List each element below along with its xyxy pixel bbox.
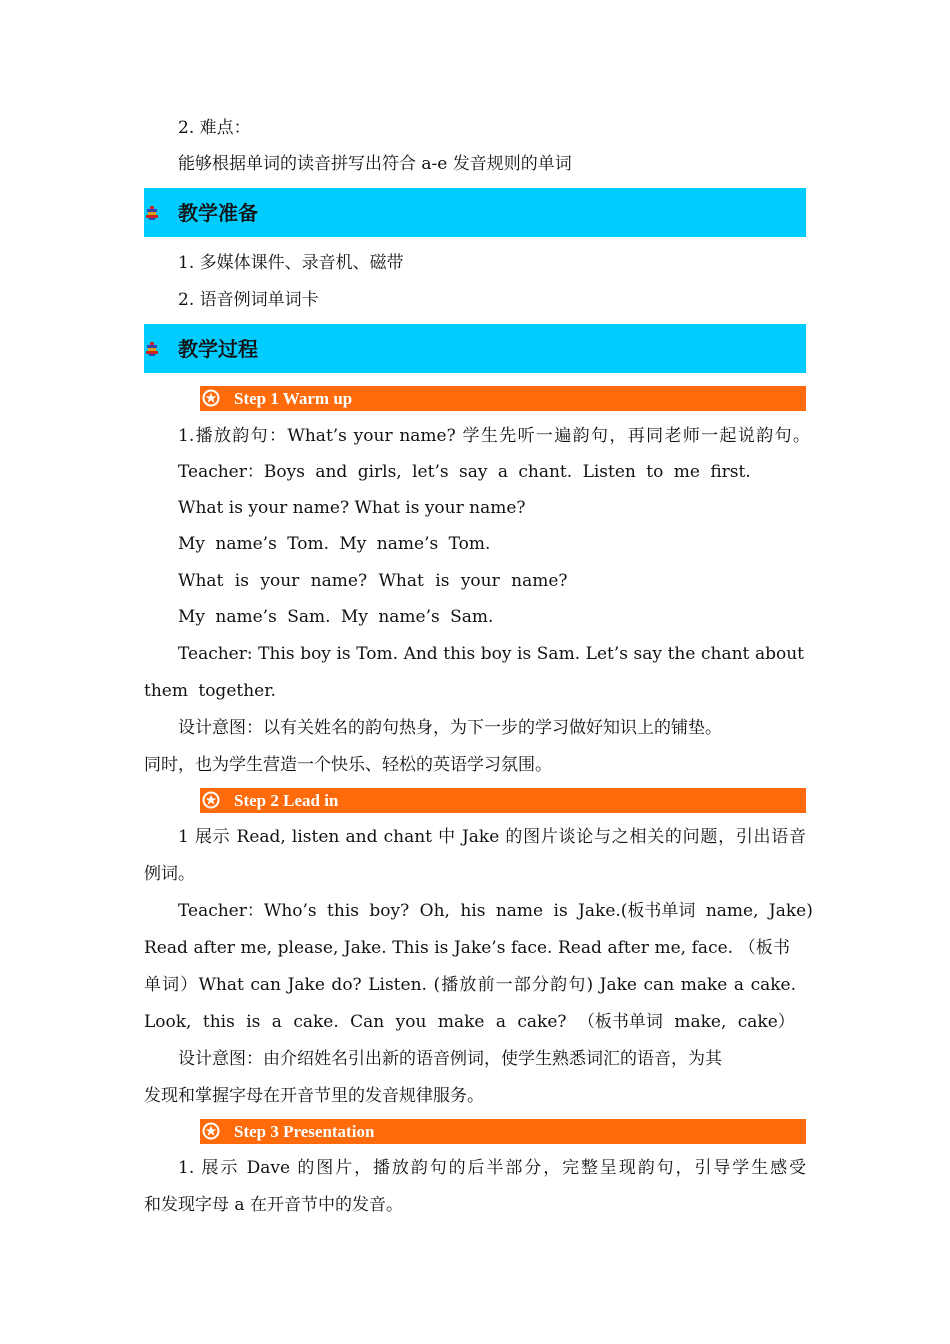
difficulty-heading: 2. 难点： <box>178 118 251 138</box>
step1-line-5: What is your name? What is your name? <box>178 571 568 591</box>
step2-line-3: Teacher：Who’s this boy? Oh, his name is Jake.(板书单词 name, Jake) <box>178 901 813 921</box>
step2-line-4: Read after me, please, Jake. This is Jake’s face. Read after me, face. （板书 <box>144 938 790 958</box>
step2-line-8: 发现和掌握字母在开音节里的发音规律服务。 <box>144 1086 484 1106</box>
step1-line-8: them together. <box>144 681 276 701</box>
step1-line-3: What is your name? What is your name? <box>178 498 526 518</box>
step3-line-1: 1. 展示 Dave 的图片，播放韵句的后半部分，完整呈现韵句，引导学生感受 <box>178 1158 806 1178</box>
step-title-2: Step 2 Lead in <box>234 791 339 810</box>
book-stack-icon <box>146 342 158 356</box>
section-bar-preparation <box>144 188 806 237</box>
step3-line-2: 和发现字母 a 在开音节中的发音。 <box>144 1195 403 1215</box>
step1-line-7: Teacher: This boy is Tom. And this boy is Sam. Let’s say the chant about <box>178 644 804 664</box>
step1-line-10: 同时，也为学生营造一个快乐、轻松的英语学习氛围。 <box>144 755 552 775</box>
preparation-item-2: 2. 语音例词单词卡 <box>178 290 319 310</box>
difficulty-text: 能够根据单词的读音拼写出符合 a-e 发音规则的单词 <box>178 154 572 174</box>
step1-line-2: Teacher：Boys and girls, let’s say a chant. Listen to me first. <box>178 462 751 482</box>
star-circle-icon <box>202 389 220 407</box>
step1-line-4: My name’s Tom. My name’s Tom. <box>178 534 491 554</box>
step-bar-1 <box>200 386 806 411</box>
step-title-3: Step 3 Presentation <box>234 1122 375 1141</box>
step2-line-1: 1 展示 Read, listen and chant 中 Jake 的图片谈论与之相关的问题，引出语音 <box>178 827 806 847</box>
step2-line-5: 单词）What can Jake do? Listen. (播放前一部分韵句) Jake can make a cake. <box>144 975 796 995</box>
step2-line-2: 例词。 <box>144 864 195 884</box>
step-bar-2 <box>200 788 806 813</box>
step2-line-6: Look, this is a cake. Can you make a cake? （板书单词 make, cake） <box>144 1012 795 1032</box>
book-stack-icon <box>146 206 158 220</box>
step1-line-6: My name’s Sam. My name’s Sam. <box>178 607 494 627</box>
section-bar-process <box>144 324 806 373</box>
section-title-process: 教学过程 <box>178 337 258 361</box>
section-title-preparation: 教学准备 <box>178 201 258 225</box>
star-circle-icon <box>202 791 220 809</box>
step2-line-7: 设计意图：由介绍姓名引出新的语音例词，使学生熟悉词汇的语音，为其 <box>178 1049 722 1069</box>
preparation-item-1: 1. 多媒体课件、录音机、磁带 <box>178 253 404 273</box>
star-circle-icon <box>202 1122 220 1140</box>
step-bar-3 <box>200 1119 806 1144</box>
step1-line-9: 设计意图：以有关姓名的韵句热身，为下一步的学习做好知识上的铺垫。 <box>178 718 722 738</box>
step1-line-1: 1.播放韵句：What’s your name? 学生先听一遍韵句，再同老师一起说韵句。 <box>178 426 810 446</box>
step-title-1: Step 1 Warm up <box>234 389 353 408</box>
